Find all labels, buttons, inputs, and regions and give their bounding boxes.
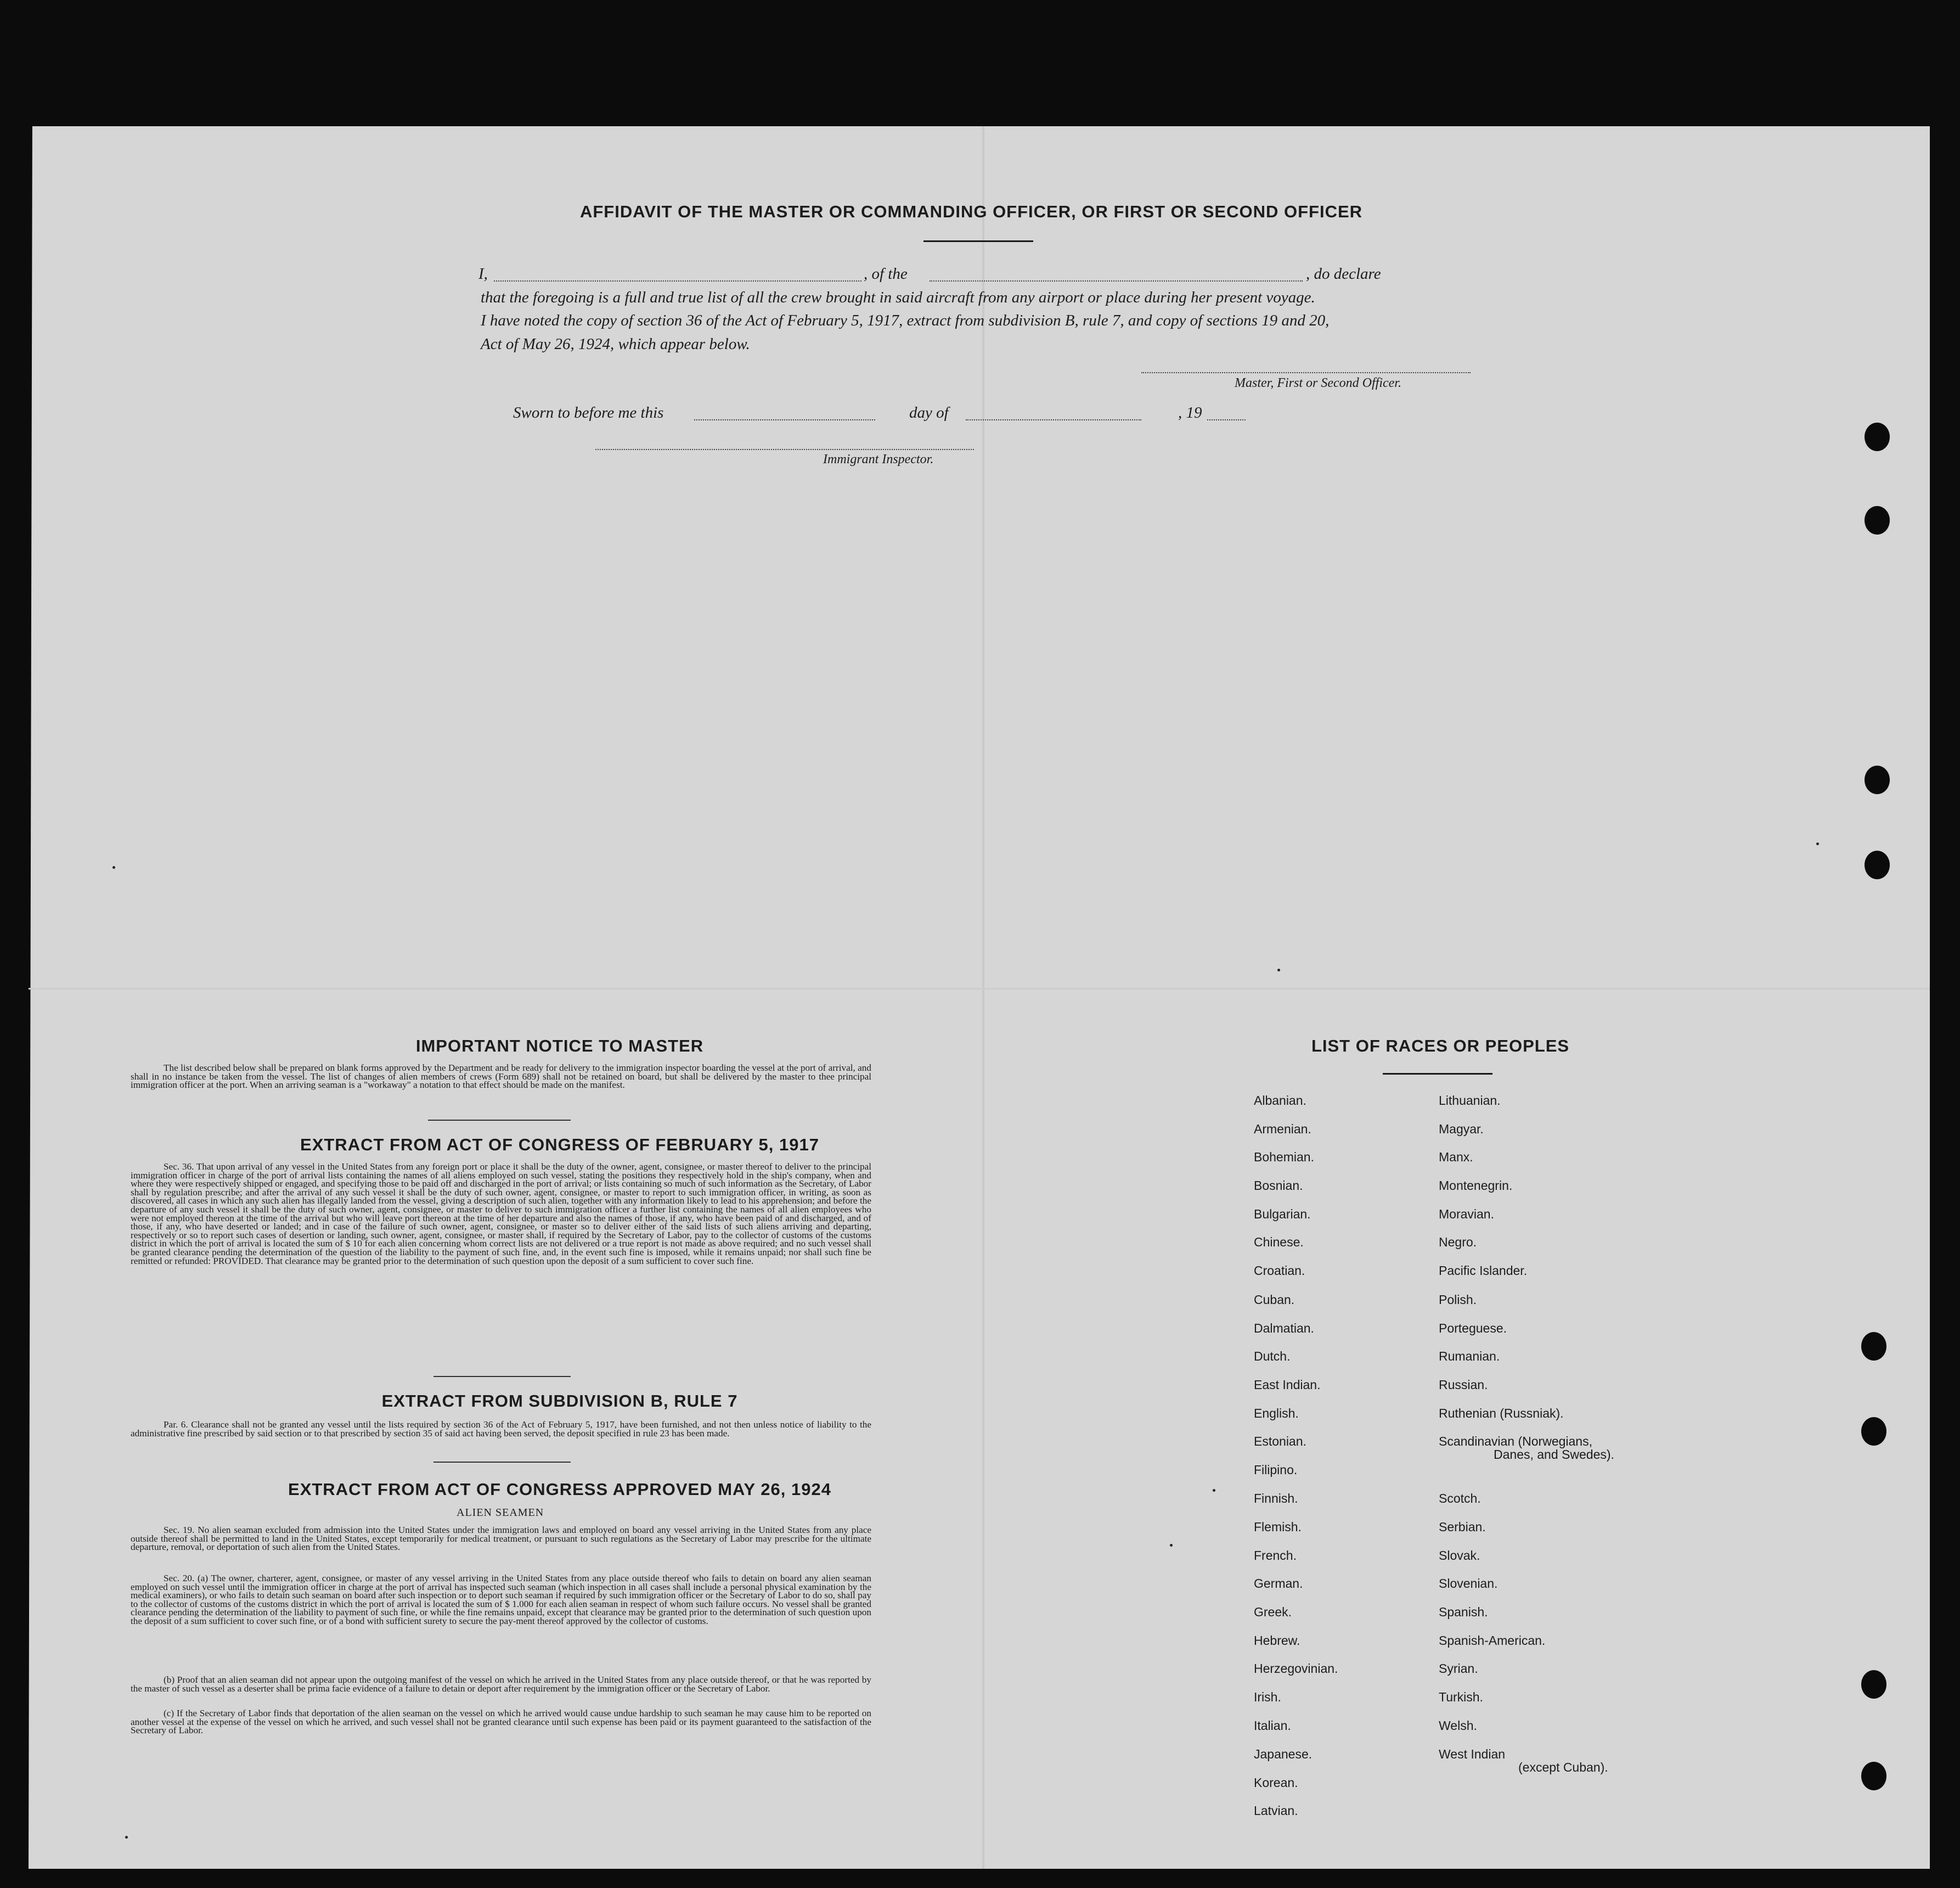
race-item: Latvian.	[1254, 1803, 1298, 1818]
affidavit-line-4: Act of May 26, 1924, which appear below.	[481, 335, 750, 353]
punch-hole-icon	[1861, 1670, 1886, 1699]
race-item: Syrian.	[1439, 1661, 1478, 1676]
race-item: Dutch.	[1254, 1349, 1291, 1363]
race-item: Welsh.	[1439, 1718, 1477, 1733]
race-item: Magyar.	[1439, 1122, 1484, 1136]
race-item: Croatian.	[1254, 1263, 1305, 1278]
race-item: Lithuanian.	[1439, 1093, 1501, 1108]
extract-1917-rule	[433, 1376, 571, 1377]
race-item: Rumanian.	[1439, 1349, 1500, 1363]
sworn-prefix-label: Sworn to before me this	[513, 404, 664, 422]
sworn-day-of-label: day of	[909, 404, 949, 422]
sworn-month-field[interactable]	[966, 419, 1141, 420]
race-item: Armenian.	[1254, 1122, 1311, 1136]
race-item: German.	[1254, 1576, 1303, 1591]
master-name-field[interactable]	[494, 280, 861, 282]
master-signature-field[interactable]	[1141, 372, 1471, 373]
notice-body: The list described below shall be prepared on blank forms approved by the Department and be ready for delivery to the immigration inspector boarding the vessel at the port of arrival, and shall in no instance be taken from the vessel. The list of changes of alien members of crews (Form 689) shall not be retained on board, but shall be delivered by the master to thee principal immigration officer at the port. When an arriving seaman is a "workaway" a notation to that effect should be made on the manifest.	[131, 1063, 871, 1091]
punch-hole-icon	[1861, 1762, 1886, 1790]
extract-1924-sec20b: (b) Proof that an alien seaman did not appear upon the outgoing manifest of the vessel on which he arrived in the United States from any place outside thereof, or that he was reported by the master of such vessel as a deserter shall be prima facie evidence of a failure to detain or deport after requirement by the immigration officer or the Secretary of Labor.	[131, 1675, 871, 1694]
race-item: Serbian.	[1439, 1520, 1486, 1534]
race-item: Montenegrin.	[1439, 1178, 1513, 1193]
races-title: LIST OF RACES OR PEOPLES	[1311, 1036, 1570, 1055]
affidavit-i-label: I,	[478, 265, 488, 283]
race-item: (except Cuban).	[1518, 1760, 1608, 1774]
punch-hole-icon	[1865, 506, 1890, 535]
race-item: Slovenian.	[1439, 1576, 1498, 1591]
horizontal-fold-crease	[29, 988, 1930, 990]
race-item: English.	[1254, 1406, 1299, 1420]
punch-hole-icon	[1865, 851, 1890, 879]
sworn-year-label: , 19	[1178, 404, 1202, 422]
extract-1924-title: EXTRACT FROM ACT OF CONGRESS APPROVED MAY 26, 1924	[288, 1480, 831, 1499]
race-item: Greek.	[1254, 1605, 1292, 1619]
race-item: Bohemian.	[1254, 1150, 1314, 1164]
affidavit-title: AFFIDAVIT OF THE MASTER OR COMMANDING OFFICER, OR FIRST OR SECOND OFFICER	[579, 202, 1363, 221]
paper-speck	[1213, 1489, 1215, 1492]
extract-1924-sec19: Sec. 19. No alien seaman excluded from admission into the United States under the immigration laws and employed on board any vessel arriving in the United States from any place outside thereof shall be permitted to land in the United States, except temporarily for medical treatment, or pursuant to such regulations as the Secretary of Labor may prescribe for the ultimate departure, removal, or deportation of such alien from the United States.	[131, 1525, 871, 1553]
affidavit-do-declare-label: , do declare	[1306, 265, 1381, 283]
race-item: Moravian.	[1439, 1207, 1494, 1221]
race-item: Dalmatian.	[1254, 1321, 1314, 1335]
master-signature-caption: Master, First or Second Officer.	[1235, 376, 1401, 390]
race-item: Japanese.	[1254, 1747, 1313, 1761]
race-item: Italian.	[1254, 1718, 1291, 1733]
extract-1924-sec20c: (c) If the Secretary of Labor finds that deportation of the alien seaman on the vessel on which he arrived would cause undue hardship to such seaman he may cause him to be reported on another vessel at the expense of the vessel on which he arrived, and such vessel shall not be granted clearance until such expense has been paid or its payment guaranteed to the satisfaction of the Secretary of Labor.	[131, 1708, 871, 1736]
inspector-caption: Immigrant Inspector.	[823, 452, 934, 467]
race-item: Chinese.	[1254, 1235, 1304, 1249]
race-item: Negro.	[1439, 1235, 1477, 1249]
extract-1917-body: Sec. 36. That upon arrival of any vessel in the United States from any foreign port or place it shall be the duty of the owner, agent, consignee, or master thereof to deliver to the principal immigration officer in charge of the port of arrival lists containing the names of all aliens employed on such vessel, stating the positions they respectively hold in the ship's company, when and where they were respectively shipped or engaged, and specifying those to be paid off and discharged in the port of arrival; or lists containing so much of such information as the Secretary, of Labor shall by regulation prescribe; and after the arrival of any such vessel it shall be the duty of such owner, agent, consignee, or master to report to such immigration officer, in writing, as soon as discovered, all cases in which any such alien has illegally landed from the vessel, giving a description of such alien, together with any information likely to lead to his apprehension; and before the departure of any such vessel it shall be the duty of such owner, agent, consignee, or master to deliver to such immigration officer a further list containing the names of all alien employees who were not employed thereon at the time of the arrival but who will leave port thereon at the time of her departure and also the names of those, if any, who have been paid of and discharged, and of those, if any, who have deserted or landed; and in case of the failure of such owner, agent, consignee, or master so to deliver either of the said lists of such aliens arriving and departing, respectively or so to report such cases of desertion or landing, such owner, agent, consignee, or master shall, if required by the Secretary of Labor, pay to the collector of customs of the customs district in which the port of arrival is located the sum of $ 10 for each alien concerning whom correct lists are not delivered or a true report is not made as above required; and no such vessel shall be granted clearance pending the determination of the question of the liability to the payment of such fine, and, in the event such fine is imposed, while it remains unpaid; nor shall such fine be remitted or refunded: PROVIDED. That clearance may be granted prior to the determination of such question upon the deposit of a sum sufficient to cover such fine.	[131, 1161, 871, 1266]
race-item: West Indian	[1439, 1747, 1506, 1761]
punch-hole-icon	[1865, 423, 1890, 451]
extract-rule7-rule	[433, 1462, 571, 1463]
sworn-day-field[interactable]	[694, 419, 875, 420]
races-title-rule	[1383, 1073, 1492, 1075]
race-item: Turkish.	[1439, 1690, 1483, 1704]
affidavit-title-rule	[923, 240, 1033, 242]
race-item: Finnish.	[1254, 1491, 1298, 1505]
extract-1924-subtitle: ALIEN SEAMEN	[457, 1507, 544, 1519]
race-item: Scandinavian (Norwegians,	[1439, 1434, 1592, 1448]
punch-hole-icon	[1861, 1417, 1886, 1446]
race-item: Bosnian.	[1254, 1178, 1303, 1193]
race-item: Herzegovinian.	[1254, 1661, 1338, 1676]
affidavit-line-2: that the foregoing is a full and true list of all the crew brought in said aircraft from any airport or place during her present voyage.	[481, 289, 1315, 306]
race-item: Manx.	[1439, 1150, 1473, 1164]
extract-rule7-body: Par. 6. Clearance shall not be granted any vessel until the lists required by section 36 of the Act of February 5, 1917, have been furnished, and not then unless notice of liability to the administrative fine prescribed by said section or to that prescribed by section 35 of said act having been served, the deposit specified in rule 23 has been made.	[131, 1419, 871, 1439]
notice-title: IMPORTANT NOTICE TO MASTER	[415, 1036, 704, 1055]
race-item: Flemish.	[1254, 1520, 1302, 1534]
paper-speck	[125, 1836, 128, 1839]
race-item: French.	[1254, 1548, 1297, 1563]
race-item: Filipino.	[1254, 1463, 1298, 1477]
sworn-year-field[interactable]	[1207, 419, 1246, 420]
race-item: Danes, and Swedes).	[1494, 1447, 1614, 1462]
affidavit-of-the-label: , of the	[864, 265, 908, 283]
race-item: Spanish-American.	[1439, 1633, 1546, 1648]
race-item: Slovak.	[1439, 1548, 1480, 1563]
vessel-name-field[interactable]	[930, 280, 1303, 282]
race-item: Estonian.	[1254, 1434, 1306, 1448]
race-item: Polish.	[1439, 1293, 1477, 1307]
race-item: Albanian.	[1254, 1093, 1306, 1108]
race-item: Korean.	[1254, 1775, 1298, 1790]
affidavit-line-3: I have noted the copy of section 36 of the Act of February 5, 1917, extract from subdivision B, rule 7, and copy of sections 19 and 20,	[481, 312, 1330, 329]
extract-1917-title: EXTRACT FROM ACT OF CONGRESS OF FEBRUARY 5, 1917	[300, 1135, 819, 1154]
affidavit-line-1	[478, 265, 1476, 285]
race-item: Spanish.	[1439, 1605, 1488, 1619]
notice-rule	[428, 1120, 571, 1121]
vertical-fold-crease	[982, 126, 984, 1869]
race-item: Bulgarian.	[1254, 1207, 1311, 1221]
race-item: Hebrew.	[1254, 1633, 1300, 1648]
extract-rule7-title: EXTRACT FROM SUBDIVISION B, RULE 7	[381, 1391, 738, 1411]
race-item: Porteguese.	[1439, 1321, 1507, 1335]
punch-hole-icon	[1865, 766, 1890, 794]
race-item: Pacific Islander.	[1439, 1263, 1528, 1278]
race-item: Cuban.	[1254, 1293, 1295, 1307]
inspector-signature-field[interactable]	[595, 449, 974, 450]
paper-speck	[1816, 842, 1819, 845]
extract-1924-sec20a: Sec. 20. (a) The owner, charterer, agent, consignee, or master of any vessel arriving in the United States from any place outside thereof who fails to detain on board any alien seaman employed on such vessel until the immigration officer in charge at the port of arrival has inspected such seaman (which inspection in all cases shall include a personal physical examination by the medical examiners), or who fails to detain such seaman on board after such inspection or to deport such seaman if required by such immigration officer or the Secretary of Labor to do so, shall pay to the collector of customs of the customs district in which the port of arrival is located the sum of $ 1.000 for each alien seaman in respect of whom such failure occurs. No vessel shall be granted clearance pending the determination of the liability to payment of such fine, or while the fine remains unpaid, except that clearance may be granted prior to the determination of such question upon the deposit of a sum sufficient to cover such fine, or of a bond with sufficient surety to secure the pay-ment thereof approved by the collector of customs.	[131, 1573, 871, 1626]
paper-speck	[1170, 1544, 1173, 1547]
race-item: Irish.	[1254, 1690, 1281, 1704]
race-item: Scotch.	[1439, 1491, 1481, 1505]
paper-speck	[112, 866, 115, 869]
race-item: Russian.	[1439, 1378, 1488, 1392]
punch-hole-icon	[1861, 1332, 1886, 1361]
race-item: East Indian.	[1254, 1378, 1321, 1392]
race-item: Ruthenian (Russniak).	[1439, 1406, 1564, 1420]
paper-speck	[1277, 969, 1280, 971]
sworn-line	[513, 404, 1248, 424]
